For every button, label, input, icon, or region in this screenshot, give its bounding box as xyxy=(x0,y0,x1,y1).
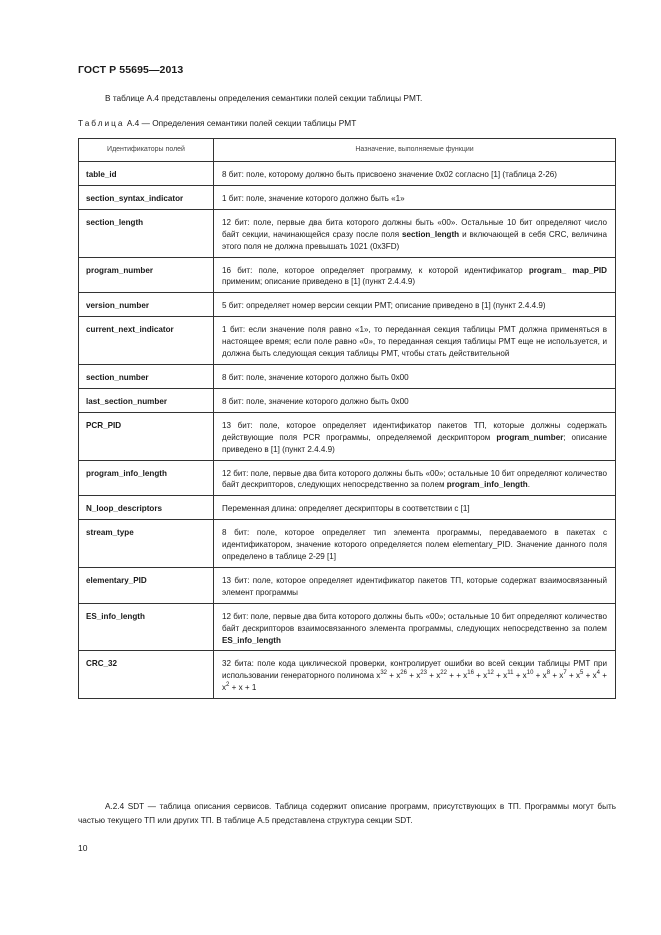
field-name: section_syntax_indicator xyxy=(79,185,214,209)
table-row xyxy=(79,412,616,460)
table-row xyxy=(79,567,616,603)
field-description: 1 бит: поле, значение которого должно быть «1» xyxy=(214,185,616,209)
field-name: version_number xyxy=(79,293,214,317)
field-name: elementary_PID xyxy=(79,567,214,603)
field-name: program_number xyxy=(79,257,214,293)
table-row xyxy=(79,364,616,388)
field-name: section_number xyxy=(79,364,214,388)
field-name: section_length xyxy=(79,209,214,257)
table-row xyxy=(79,496,616,520)
field-description: 13 бит: поле, которое определяет идентификатор пакетов ТП, которые должны содержать действующие поля PCR программы, определяемой дескриптором program_number; описание приведено в [1] (пункт 2.4.4.9) xyxy=(214,412,616,460)
page-number: 10 xyxy=(78,843,88,853)
table-row xyxy=(79,162,616,186)
table-caption-label: Таблица xyxy=(78,118,125,128)
column-header-purpose: Назначение, выполняемые функции xyxy=(214,139,616,162)
field-description: 16 бит: поле, которое определяет программу, к которой идентификатор program_ map_PID применим; описание приведено в [1] (пункт 2.4.4.9) xyxy=(214,257,616,293)
field-description: 32 бита: поле кода циклической проверки, контролирует ошибки во всей секции таблицы PMT при использовании генераторного полинома $x^{32} + x^{26} + x^{23} + x^{22}$ + + $x^{16} + x^{12} + x^{11} + x^{10} + x^8 + x^7 + x^5 + x^4 + x^2 + x + 1$ xyxy=(214,651,616,699)
table-caption-text: А.4 — Определения семантики полей секции таблицы PMT xyxy=(124,118,357,128)
field-description: 8 бит: поле, значение которого должно быть 0x00 xyxy=(214,364,616,388)
table-row xyxy=(79,460,616,496)
table-row xyxy=(79,185,616,209)
field-description: 12 бит: поле, первые два бита которого должны быть «00». Остальные 10 бит определяют число байт секции, начинающейся сразу после поля section_length и включающей в себя CRC, величина этого поля не должна превышать 1021 (0x3FD) xyxy=(214,209,616,257)
field-description: 13 бит: поле, которое определяет идентификатор пакетов ТП, которые содержат взаимосвязанный элемент программы xyxy=(214,567,616,603)
field-description: 8 бит: поле, значение которого должно быть 0x00 xyxy=(214,388,616,412)
field-name: ES_info_length xyxy=(79,603,214,651)
field-description: Переменная длина: определяет дескрипторы в соответствии с [1] xyxy=(214,496,616,520)
sdt-paragraph: А.2.4 SDT — таблица описания сервисов. Таблица содержит описание программ, присутствующих в ТП. Программы могут быть частью текущего ТП или других ТП. В таблице А.5 представлена структура секции SDT. xyxy=(78,802,616,825)
table-row xyxy=(79,651,616,699)
field-description: 8 бит: поле, которому должно быть присвоено значение 0x02 согласно [1] (таблица 2-26) xyxy=(214,162,616,186)
field-name: stream_type xyxy=(79,520,214,568)
table-row xyxy=(79,520,616,568)
intro-paragraph: В таблице А.4 представлены определения семантики полей секции таблицы PMT. xyxy=(105,93,423,103)
table-row xyxy=(79,317,616,365)
field-name: N_loop_descriptors xyxy=(79,496,214,520)
table-row xyxy=(79,603,616,651)
field-description: 5 бит: определяет номер версии секции PMT; описание приведено в [1] (пункт 2.4.4.9) xyxy=(214,293,616,317)
pmt-semantics-table xyxy=(78,138,616,699)
field-name: last_section_number xyxy=(79,388,214,412)
table-header-row xyxy=(79,139,616,162)
field-description: 12 бит: поле, первые два бита которого должны быть «00»; остальные 10 бит определяют количество байт дескрипторов, следующих непосредственно за полем program_info_length. xyxy=(214,460,616,496)
field-name: CRC_32 xyxy=(79,651,214,699)
table-caption xyxy=(78,118,356,128)
field-description: 12 бит: поле, первые два бита которого должны быть «00»; остальные 10 бит определяют количество байт дескрипторов взаимосвязанного элемента программы, следующих непосредственно за полем ES_info_length xyxy=(214,603,616,651)
table-row xyxy=(79,293,616,317)
table-row xyxy=(79,388,616,412)
field-name: program_info_length xyxy=(79,460,214,496)
field-name: current_next_indicator xyxy=(79,317,214,365)
field-description: 1 бит: если значение поля равно «1», то переданная секция таблицы PMT должна применяться в настоящее время; если поле равно «0», то переданная секция таблицы PMT еще не используется, и должна быть следующая секция таблицы PMT, чтобы стать действительной xyxy=(214,317,616,365)
standard-title: ГОСТ Р 55695—2013 xyxy=(78,64,184,76)
field-description: 8 бит: поле, которое определяет тип элемента программы, передаваемого в пакетах с идентификатором, значение которого определяется полем elementary_PID. Значение данного поля определено в таблице 2-29 [1] xyxy=(214,520,616,568)
table-row xyxy=(79,257,616,293)
field-name: table_id xyxy=(79,162,214,186)
field-name: PCR_PID xyxy=(79,412,214,460)
table-row xyxy=(79,209,616,257)
column-header-fields: Идентификаторы полей xyxy=(79,139,214,162)
